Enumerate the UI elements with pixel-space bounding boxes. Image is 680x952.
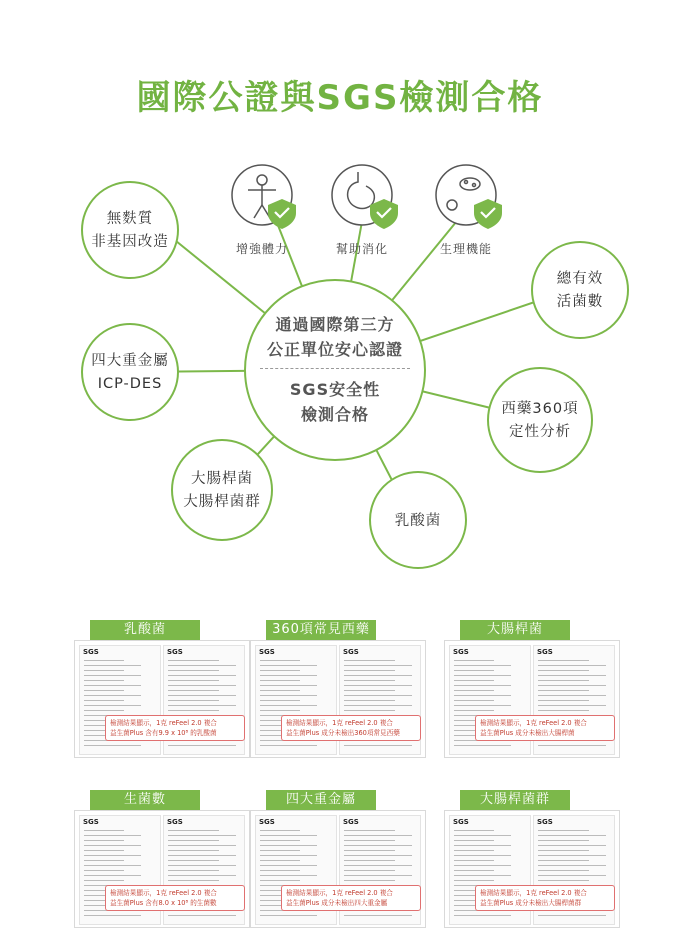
report-group	[250, 620, 426, 760]
document-text-line	[538, 685, 606, 686]
document-text-line	[84, 830, 124, 831]
document-text-line	[538, 840, 589, 841]
result-line-2: 益生菌Plus 成分未檢出360項常見西藥	[286, 729, 400, 737]
document-text-line	[538, 695, 606, 696]
document-text-line	[84, 840, 124, 841]
document-text-line	[344, 855, 412, 856]
document-text-line	[260, 675, 317, 676]
result-line-2: 益生菌Plus 成分未檢出四大重金屬	[286, 899, 388, 907]
document-text-line	[538, 670, 589, 671]
result-line-2: 益生菌Plus 成分未檢出大腸桿菌群	[480, 899, 582, 907]
document-text-line	[84, 675, 141, 676]
document-text-line	[538, 710, 589, 711]
document-text-line	[454, 670, 494, 671]
sgs-logo: SGS	[167, 818, 183, 826]
document-text-line	[84, 695, 141, 696]
report-documents	[74, 640, 250, 758]
result-summary	[475, 885, 615, 911]
document-text-line	[454, 850, 494, 851]
document-text-line	[168, 670, 219, 671]
document-text-line	[538, 675, 606, 676]
document-text-line	[260, 745, 317, 746]
document-text-line	[260, 690, 300, 691]
document-text-line	[454, 690, 494, 691]
document-text-line	[454, 665, 511, 666]
document-text-line	[454, 875, 511, 876]
sgs-logo: SGS	[343, 648, 359, 656]
report-tab: 大腸桿菌	[460, 620, 570, 640]
sgs-logo: SGS	[537, 648, 553, 656]
document-text-line	[454, 705, 511, 706]
icon-label-digestion: 幫助消化	[335, 242, 388, 256]
document-text-line	[344, 675, 412, 676]
page-title: 國際公證與SGS檢測合格	[136, 78, 544, 118]
document-text-line	[538, 705, 606, 706]
document-text-line	[538, 870, 589, 871]
document-text-line	[454, 835, 511, 836]
document-text-line	[168, 675, 236, 676]
sgs-logo: SGS	[537, 818, 553, 826]
result-line-1: 檢測結果顯示，1克 reFeel 2.0 複合	[286, 719, 393, 727]
document-text-line	[260, 670, 300, 671]
bubble-western-drugs: 西藥360項 定性分析	[501, 401, 579, 440]
document-text-line	[168, 705, 236, 706]
document-text-line	[84, 875, 141, 876]
document-text-line	[84, 915, 141, 916]
document-text-line	[538, 845, 606, 846]
document-text-line	[538, 745, 606, 746]
document-text-line	[538, 915, 606, 916]
document-text-line	[344, 870, 395, 871]
document-text-line	[538, 690, 589, 691]
document-text-line	[344, 660, 395, 661]
document-text-line	[454, 845, 511, 846]
result-line-1: 檢測結果顯示，1克 reFeel 2.0 複合	[480, 889, 587, 897]
document-text-line	[344, 685, 412, 686]
document-text-line	[454, 880, 494, 881]
document-text-line	[454, 830, 494, 831]
document-text-line	[454, 695, 511, 696]
bubble-gluten-free: 無麩質 非基因改造	[91, 211, 169, 250]
document-text-line	[260, 865, 317, 866]
document-text-line	[344, 695, 412, 696]
document-text-line	[84, 835, 141, 836]
report-tab: 大腸桿菌群	[460, 790, 570, 810]
report-tab: 360項常見西藥	[266, 620, 376, 640]
document-text-line	[168, 665, 236, 666]
bubble-heavy-metals: 四大重金屬 ICP-DES	[91, 353, 169, 392]
document-text-line	[454, 915, 511, 916]
document-text-line	[454, 675, 511, 676]
document-text-line	[168, 845, 236, 846]
document-text-line	[84, 685, 141, 686]
document-text-line	[344, 880, 395, 881]
document-text-line	[344, 705, 412, 706]
document-text-line	[454, 700, 494, 701]
icon-label-strength: 增強體力	[235, 242, 288, 256]
document-text-line	[260, 700, 300, 701]
document-text-line	[168, 685, 236, 686]
document-text-line	[168, 915, 236, 916]
sgs-logo: SGS	[167, 648, 183, 656]
document-text-line	[260, 710, 300, 711]
document-text-line	[538, 830, 589, 831]
document-text-line	[538, 660, 589, 661]
document-text-line	[168, 850, 219, 851]
document-text-line	[344, 915, 412, 916]
result-line-1: 檢測結果顯示，1克 reFeel 2.0 複合	[286, 889, 393, 897]
icon-label-physiology: 生理機能	[439, 242, 492, 256]
document-text-line	[84, 850, 124, 851]
document-text-line	[454, 870, 494, 871]
document-text-line	[168, 690, 219, 691]
document-text-line	[84, 845, 141, 846]
document-text-line	[168, 865, 236, 866]
result-line-2: 益生菌Plus 含有9.9 x 10⁸ 的乳酸菌	[110, 729, 217, 737]
document-text-line	[538, 850, 589, 851]
document-text-line	[168, 710, 219, 711]
result-summary	[281, 715, 421, 741]
document-text-line	[344, 865, 412, 866]
document-text-line	[538, 865, 606, 866]
report-documents	[444, 810, 620, 928]
document-text-line	[168, 875, 236, 876]
document-text-line	[538, 835, 606, 836]
document-text-line	[84, 690, 124, 691]
divider	[260, 368, 410, 369]
document-text-line	[538, 665, 606, 666]
report-documents	[250, 640, 426, 758]
sgs-logo: SGS	[83, 648, 99, 656]
document-text-line	[168, 700, 219, 701]
document-text-line	[84, 680, 124, 681]
document-text-line	[260, 845, 317, 846]
document-text-line	[260, 875, 317, 876]
document-text-line	[84, 865, 141, 866]
document-text-line	[454, 865, 511, 866]
document-text-line	[168, 840, 219, 841]
document-text-line	[168, 870, 219, 871]
sgs-logo: SGS	[259, 648, 275, 656]
document-text-line	[344, 850, 395, 851]
sgs-logo: SGS	[83, 818, 99, 826]
document-text-line	[344, 670, 395, 671]
document-text-line	[454, 660, 494, 661]
document-text-line	[454, 685, 511, 686]
document-text-line	[84, 855, 141, 856]
document-text-line	[168, 830, 219, 831]
bubble-viable-count: 總有效 活菌數	[556, 271, 604, 310]
document-text-line	[260, 665, 317, 666]
sgs-logo: SGS	[259, 818, 275, 826]
document-text-line	[454, 840, 494, 841]
document-text-line	[344, 690, 395, 691]
document-text-line	[260, 840, 300, 841]
report-tab: 乳酸菌	[90, 620, 200, 640]
document-text-line	[260, 830, 300, 831]
report-tab: 生菌數	[90, 790, 200, 810]
document-text-line	[344, 840, 395, 841]
document-text-line	[344, 845, 412, 846]
result-line-1: 檢測結果顯示，1克 reFeel 2.0 複合	[110, 719, 217, 727]
document-text-line	[84, 705, 141, 706]
document-text-line	[344, 835, 412, 836]
document-text-line	[260, 660, 300, 661]
document-text-line	[84, 700, 124, 701]
center-certification-text: 通過國際第三方 公正單位安心認證 SGS安全性 檢測合格	[230, 312, 440, 427]
result-line-2: 益生菌Plus 含有8.0 x 10⁸ 的生菌數	[110, 899, 217, 907]
document-text-line	[260, 680, 300, 681]
document-text-line	[344, 665, 412, 666]
document-text-line	[538, 680, 589, 681]
document-text-line	[84, 880, 124, 881]
result-line-2: 益生菌Plus 成分未檢出大腸桿菌	[480, 729, 575, 737]
report-documents	[250, 810, 426, 928]
document-text-line	[84, 670, 124, 671]
document-text-line	[84, 860, 124, 861]
document-text-line	[84, 710, 124, 711]
document-text-line	[84, 870, 124, 871]
document-text-line	[84, 745, 141, 746]
document-text-line	[344, 700, 395, 701]
document-text-line	[454, 710, 494, 711]
document-text-line	[260, 870, 300, 871]
document-text-line	[84, 660, 124, 661]
document-text-line	[260, 915, 317, 916]
result-summary	[105, 715, 245, 741]
document-text-line	[168, 835, 236, 836]
document-text-line	[454, 860, 494, 861]
document-text-line	[260, 695, 317, 696]
report-group	[444, 790, 620, 930]
report-tab: 四大重金屬	[266, 790, 376, 810]
sgs-logo: SGS	[453, 648, 469, 656]
document-text-line	[84, 665, 141, 666]
result-summary	[105, 885, 245, 911]
document-text-line	[344, 710, 395, 711]
result-summary	[281, 885, 421, 911]
report-group	[250, 790, 426, 930]
document-text-line	[454, 680, 494, 681]
document-text-line	[168, 695, 236, 696]
sgs-logo: SGS	[343, 818, 359, 826]
document-text-line	[344, 830, 395, 831]
document-text-line	[260, 855, 317, 856]
document-text-line	[260, 880, 300, 881]
document-text-line	[344, 680, 395, 681]
bubble-lactobacillus: 乳酸菌	[394, 513, 442, 529]
document-text-line	[538, 860, 589, 861]
document-text-line	[260, 835, 317, 836]
report-group	[444, 620, 620, 760]
document-text-line	[260, 860, 300, 861]
result-line-1: 檢測結果顯示，1克 reFeel 2.0 複合	[110, 889, 217, 897]
result-summary	[475, 715, 615, 741]
report-documents	[74, 810, 250, 928]
document-text-line	[538, 700, 589, 701]
document-text-line	[168, 680, 219, 681]
document-text-line	[454, 855, 511, 856]
report-documents	[444, 640, 620, 758]
report-group	[74, 790, 250, 930]
document-text-line	[168, 880, 219, 881]
document-text-line	[344, 875, 412, 876]
document-text-line	[260, 850, 300, 851]
document-text-line	[168, 860, 219, 861]
bubble-coliform: 大腸桿菌 大腸桿菌群	[183, 471, 261, 510]
result-line-1: 檢測結果顯示，1克 reFeel 2.0 複合	[480, 719, 587, 727]
document-text-line	[538, 880, 589, 881]
document-text-line	[168, 855, 236, 856]
sgs-logo: SGS	[453, 818, 469, 826]
document-text-line	[344, 745, 412, 746]
document-text-line	[538, 875, 606, 876]
document-text-line	[168, 660, 219, 661]
document-text-line	[260, 705, 317, 706]
document-text-line	[344, 860, 395, 861]
document-text-line	[538, 855, 606, 856]
document-text-line	[260, 685, 317, 686]
report-group	[74, 620, 250, 760]
document-text-line	[454, 745, 511, 746]
document-text-line	[168, 745, 236, 746]
